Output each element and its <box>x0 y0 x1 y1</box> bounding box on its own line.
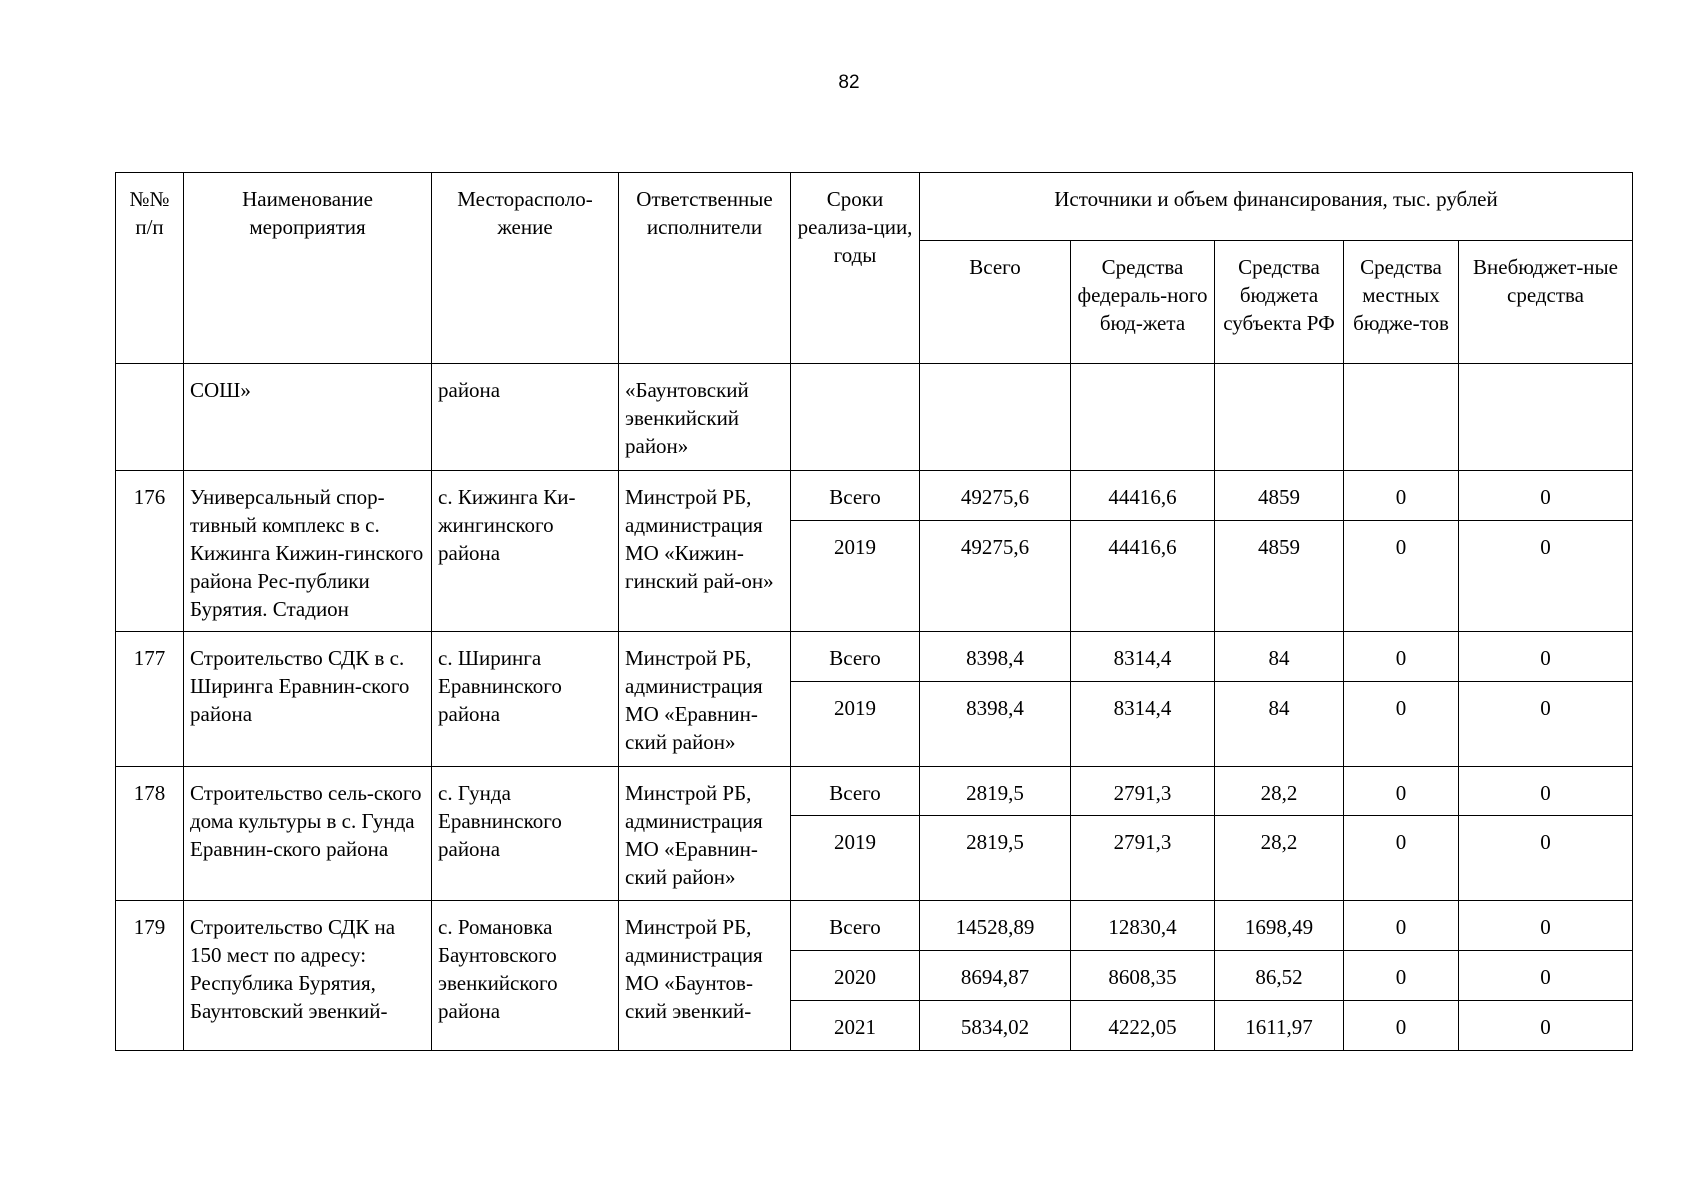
table-row <box>116 767 1633 816</box>
header-num: №№ п/п <box>116 173 184 364</box>
cell-period: Всего <box>791 632 920 682</box>
cell-regional: 1611,97 <box>1215 1001 1344 1051</box>
cell-extra: 0 <box>1459 1001 1633 1051</box>
cell-responsible: Минстрой РБ, администрация МО «Баунтов-ский эвенкий- <box>619 901 791 1051</box>
cell-total: 8398,4 <box>920 632 1071 682</box>
cell-local: 0 <box>1344 951 1459 1001</box>
cell-regional <box>1215 364 1344 471</box>
cell-num: 176 <box>116 471 184 632</box>
cell-num <box>116 364 184 471</box>
cell-federal: 4222,05 <box>1071 1001 1215 1051</box>
table-row <box>116 901 1633 951</box>
cell-local: 0 <box>1344 1001 1459 1051</box>
table-row <box>116 471 1633 521</box>
header-federal: Средства федераль-ного бюд-жета <box>1071 241 1215 364</box>
cell-location: с. Кижинга Ки-жингинского района <box>432 471 619 632</box>
header-period: Сроки реализа-ции, годы <box>791 173 920 364</box>
header-responsible: Ответственные исполнители <box>619 173 791 364</box>
cell-location: с. Романовка Баунтовского эвенкийского района <box>432 901 619 1051</box>
cell-extra: 0 <box>1459 816 1633 901</box>
cell-local: 0 <box>1344 816 1459 901</box>
cell-period: 2021 <box>791 1001 920 1051</box>
cell-local: 0 <box>1344 632 1459 682</box>
cell-federal: 8608,35 <box>1071 951 1215 1001</box>
cell-regional: 4859 <box>1215 521 1344 632</box>
cell-extra: 0 <box>1459 471 1633 521</box>
cell-period: 2019 <box>791 682 920 767</box>
header-total: Всего <box>920 241 1071 364</box>
cell-total: 49275,6 <box>920 471 1071 521</box>
cell-extra: 0 <box>1459 521 1633 632</box>
cell-federal: 44416,6 <box>1071 521 1215 632</box>
cell-regional: 86,52 <box>1215 951 1344 1001</box>
cell-location: с. Ширинга Еравнинского района <box>432 632 619 767</box>
header-extra: Внебюджет-ные средства <box>1459 241 1633 364</box>
cell-total: 5834,02 <box>920 1001 1071 1051</box>
cell-federal <box>1071 364 1215 471</box>
cell-period: Всего <box>791 471 920 521</box>
header-row-1 <box>116 173 1633 241</box>
header-financing: Источники и объем финансирования, тыс. рублей <box>920 173 1633 241</box>
cell-responsible: «Баунтовский эвенкийский район» <box>619 364 791 471</box>
cell-num: 179 <box>116 901 184 1051</box>
cell-regional: 28,2 <box>1215 816 1344 901</box>
cell-local: 0 <box>1344 521 1459 632</box>
cell-regional: 28,2 <box>1215 767 1344 816</box>
cell-total: 14528,89 <box>920 901 1071 951</box>
header-regional: Средства бюджета субъекта РФ <box>1215 241 1344 364</box>
cell-location: района <box>432 364 619 471</box>
header-name: Наименование мероприятия <box>184 173 432 364</box>
cell-total: 49275,6 <box>920 521 1071 632</box>
cell-num: 178 <box>116 767 184 901</box>
cell-extra: 0 <box>1459 901 1633 951</box>
cell-federal: 2791,3 <box>1071 767 1215 816</box>
cell-total: 8398,4 <box>920 682 1071 767</box>
cell-extra <box>1459 364 1633 471</box>
cell-federal: 8314,4 <box>1071 682 1215 767</box>
cell-regional: 1698,49 <box>1215 901 1344 951</box>
cell-name: Строительство СДК на 150 мест по адресу: Республика Бурятия, Баунтовский эвенкий- <box>184 901 432 1051</box>
cell-local: 0 <box>1344 901 1459 951</box>
cell-period: 2020 <box>791 951 920 1001</box>
cell-total: 2819,5 <box>920 816 1071 901</box>
cell-regional: 4859 <box>1215 471 1344 521</box>
cell-regional: 84 <box>1215 632 1344 682</box>
cell-total <box>920 364 1071 471</box>
cell-period <box>791 364 920 471</box>
header-location: Месторасполо-жение <box>432 173 619 364</box>
header-local: Средства местных бюдже-тов <box>1344 241 1459 364</box>
cell-federal: 44416,6 <box>1071 471 1215 521</box>
cell-name: Строительство СДК в с. Ширинга Еравнин-ского района <box>184 632 432 767</box>
program-table <box>115 172 1633 1051</box>
cell-extra: 0 <box>1459 767 1633 816</box>
cell-local: 0 <box>1344 682 1459 767</box>
cell-name: Универсальный спор-тивный комплекс в с. Кижинга Кижин-гинского района Рес-публики Бурятия. Стадион <box>184 471 432 632</box>
cell-period: 2019 <box>791 521 920 632</box>
cell-extra: 0 <box>1459 632 1633 682</box>
cell-extra: 0 <box>1459 951 1633 1001</box>
cell-period: Всего <box>791 767 920 816</box>
cell-responsible: Минстрой РБ, администрация МО «Кижин-гинский рай-он» <box>619 471 791 632</box>
cell-location: с. Гунда Еравнинского района <box>432 767 619 901</box>
table-row-continuation <box>116 364 1633 471</box>
cell-regional: 84 <box>1215 682 1344 767</box>
cell-federal: 8314,4 <box>1071 632 1215 682</box>
cell-local: 0 <box>1344 767 1459 816</box>
cell-name: Строительство сель-ского дома культуры в с. Гунда Еравнин-ского района <box>184 767 432 901</box>
cell-total: 8694,87 <box>920 951 1071 1001</box>
cell-responsible: Минстрой РБ, администрация МО «Еравнин-ский район» <box>619 767 791 901</box>
cell-num: 177 <box>116 632 184 767</box>
cell-federal: 2791,3 <box>1071 816 1215 901</box>
cell-federal: 12830,4 <box>1071 901 1215 951</box>
cell-period: Всего <box>791 901 920 951</box>
page-number: 82 <box>838 72 860 93</box>
cell-local <box>1344 364 1459 471</box>
cell-extra: 0 <box>1459 682 1633 767</box>
cell-total: 2819,5 <box>920 767 1071 816</box>
cell-period: 2019 <box>791 816 920 901</box>
cell-responsible: Минстрой РБ, администрация МО «Еравнин-ский район» <box>619 632 791 767</box>
cell-local: 0 <box>1344 471 1459 521</box>
table-row <box>116 632 1633 682</box>
cell-name: СОШ» <box>184 364 432 471</box>
